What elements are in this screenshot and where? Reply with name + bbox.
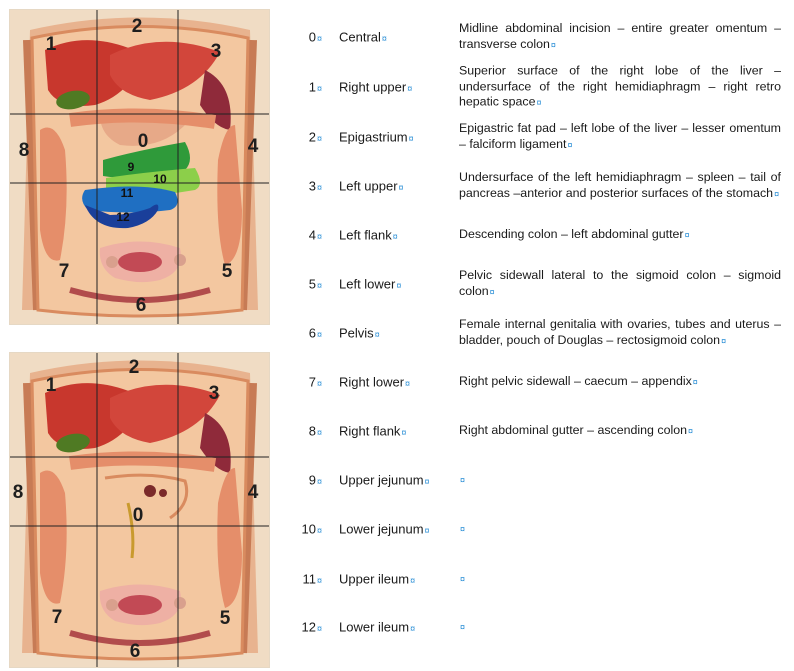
table-row — [292, 211, 792, 259]
region-number: 3¤ — [308, 178, 322, 194]
region-number: 4¤ — [308, 227, 322, 243]
region-7-label: 7 — [51, 607, 63, 628]
region-0-label: 0 — [137, 131, 149, 152]
region-description: Epigastric fat pad – left lobe of the liver – lesser omentum – falciform ligament¤ — [459, 121, 781, 151]
table-row — [292, 456, 792, 504]
region-4-label: 4 — [247, 482, 259, 503]
table-row — [292, 113, 792, 161]
region-6-label: 6 — [129, 641, 141, 662]
region-description: Midline abdominal incision – entire greater omentum – transverse colon¤ — [459, 21, 781, 51]
table-row — [292, 407, 792, 455]
region-number: 10¤ — [301, 521, 322, 537]
region-1-label: 1 — [45, 34, 57, 55]
region-number: 12¤ — [301, 619, 322, 635]
region-name: Right upper¤ — [339, 79, 413, 95]
region-name: Epigastrium¤ — [339, 129, 414, 145]
table-row — [292, 555, 792, 603]
region-2-label: 2 — [131, 16, 143, 37]
table-row — [292, 505, 792, 553]
region-12-label: 12 — [116, 210, 130, 224]
table-row — [292, 13, 792, 61]
table-row — [292, 162, 792, 210]
region-number: 6¤ — [308, 325, 322, 341]
region-1-label: 1 — [45, 375, 57, 396]
region-name: Lower ileum¤ — [339, 619, 416, 635]
region-8-label: 8 — [12, 482, 24, 503]
region-11-label: 11 — [120, 186, 134, 200]
region-number: 5¤ — [308, 276, 322, 292]
region-name: Left flank¤ — [339, 227, 398, 243]
region-2-label: 2 — [128, 357, 140, 378]
region-0-label: 0 — [132, 505, 144, 526]
region-description: Female internal genitalia with ovaries, tubes and uterus – bladder, pouch of Douglas – rectosigmoid colon¤ — [459, 317, 781, 347]
region-3-label: 3 — [210, 41, 222, 62]
region-3-label: 3 — [208, 383, 220, 404]
region-name: Pelvis¤ — [339, 325, 380, 341]
table-row — [292, 309, 792, 357]
region-description: Right abdominal gutter – ascending colon¤ — [459, 422, 694, 437]
region-7-label: 7 — [58, 261, 70, 282]
region-name: Central¤ — [339, 29, 387, 45]
region-name: Right lower¤ — [339, 374, 411, 390]
region-description: ¤ — [460, 523, 466, 534]
region-name: Upper jejunum¤ — [339, 472, 430, 488]
region-number: 0¤ — [308, 29, 322, 45]
table-row — [292, 260, 792, 308]
region-name: Left upper¤ — [339, 178, 404, 194]
region-name: Right flank¤ — [339, 423, 407, 439]
region-5-label: 5 — [219, 608, 231, 629]
region-description: ¤ — [460, 474, 466, 485]
region-description: ¤ — [460, 621, 466, 632]
region-4-label: 4 — [247, 136, 259, 157]
table-row — [292, 63, 792, 111]
region-description: Superior surface of the right lobe of the liver – undersurface of the right hemidiaphragm – right retro hepatic space¤ — [459, 63, 781, 109]
region-number: 8¤ — [308, 423, 322, 439]
region-6-label: 6 — [135, 295, 147, 316]
region-number: 1¤ — [308, 79, 322, 95]
region-number: 11¤ — [302, 571, 322, 587]
region-description: Descending colon – left abdominal gutter¤ — [459, 226, 690, 241]
region-8-label: 8 — [18, 140, 30, 161]
region-description: Pelvic sidewall lateral to the sigmoid colon – sigmoid colon¤ — [459, 268, 781, 298]
region-number: 9¤ — [308, 472, 322, 488]
table-row — [292, 603, 792, 651]
region-9-label: 9 — [127, 160, 135, 174]
region-description: Undersurface of the left hemidiaphragm – spleen – tail of pancreas –anterior and posterior surfaces of the stomach¤ — [459, 170, 781, 200]
region-name: Left lower¤ — [339, 276, 402, 292]
region-description: ¤ — [460, 573, 466, 584]
region-name: Lower jejunum¤ — [339, 521, 430, 537]
region-number: 2¤ — [308, 129, 322, 145]
region-name: Upper ileum¤ — [339, 571, 416, 587]
region-5-label: 5 — [221, 261, 233, 282]
region-description: Right pelvic sidewall – caecum – appendix¤ — [459, 373, 698, 388]
region-number: 7¤ — [308, 374, 322, 390]
region-10-label: 10 — [153, 172, 167, 186]
table-row — [292, 358, 792, 406]
